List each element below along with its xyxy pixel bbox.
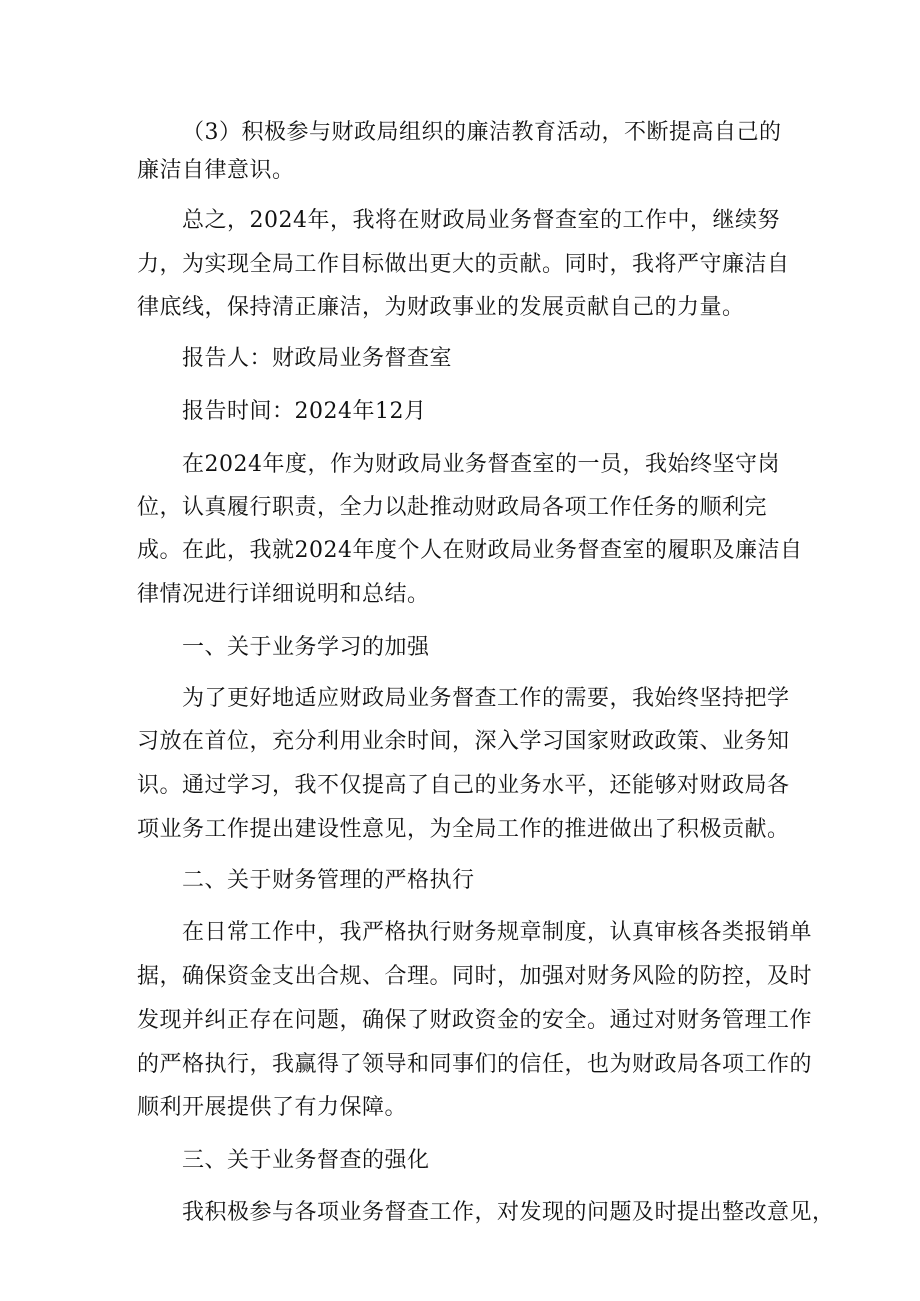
text-line: 报告时间：2024年12月: [182, 399, 427, 424]
text-line: 律底线，保持清正廉洁，为财政事业的发展贡献自己的力量。: [137, 295, 745, 320]
text-line: 的严格执行，我赢得了领导和同事们的信任，也为财政局各项工作的: [137, 1052, 813, 1077]
text-line: 据，确保资金支出合规、合理。同时，加强对财务风险的防控，及时: [137, 964, 813, 989]
text-line: 位，认真履行职责，全力以赴推动财政局各项工作任务的顺利完: [137, 495, 768, 520]
text-line: 力，为实现全局工作目标做出更大的贡献。同时，我将严守廉洁自: [137, 252, 790, 277]
text-line: 律情况进行详细说明和总结。: [137, 582, 430, 607]
text-line: 项业务工作提出建设性意见，为全局工作的推进做出了积极贡献。: [137, 817, 790, 842]
text-line: 廉洁自律意识。: [137, 158, 295, 183]
section-heading: 一、关于业务学习的加强: [182, 635, 430, 660]
text-line: 为了更好地适应财政局业务督查工作的需要，我始终坚持把学: [182, 686, 790, 711]
text-line: 我积极参与各项业务督查工作，对发现的问题及时提出整改意见，: [182, 1200, 835, 1225]
text-line: （3）积极参与财政局组织的廉洁教育活动，不断提高自己的: [182, 120, 782, 145]
text-line: 识。通过学习，我不仅提高了自己的业务水平，还能够对财政局各: [137, 773, 790, 798]
text-line: 总之，2024年，我将在财政局业务督查室的工作中，继续努: [182, 208, 780, 233]
text-line: 在2024年度，作为财政局业务督查室的一员，我始终坚守岗: [182, 452, 780, 477]
text-line: 习放在首位，充分利用业余时间，深入学习国家财政政策、业务知: [137, 729, 790, 754]
text-line: 在日常工作中，我严格执行财务规章制度，认真审核各类报销单: [182, 920, 813, 945]
text-line: 顺利开展提供了有力保障。: [137, 1095, 408, 1120]
section-heading: 三、关于业务督查的强化: [182, 1148, 430, 1173]
text-line: 报告人：财政局业务督查室: [182, 346, 453, 371]
text-line: 成。在此，我就2024年度个人在财政局业务督查室的履职及廉洁自: [137, 538, 803, 563]
text-line: 发现并纠正存在问题，确保了财政资金的安全。通过对财务管理工作: [137, 1008, 813, 1033]
section-heading: 二、关于财务管理的严格执行: [182, 868, 475, 893]
